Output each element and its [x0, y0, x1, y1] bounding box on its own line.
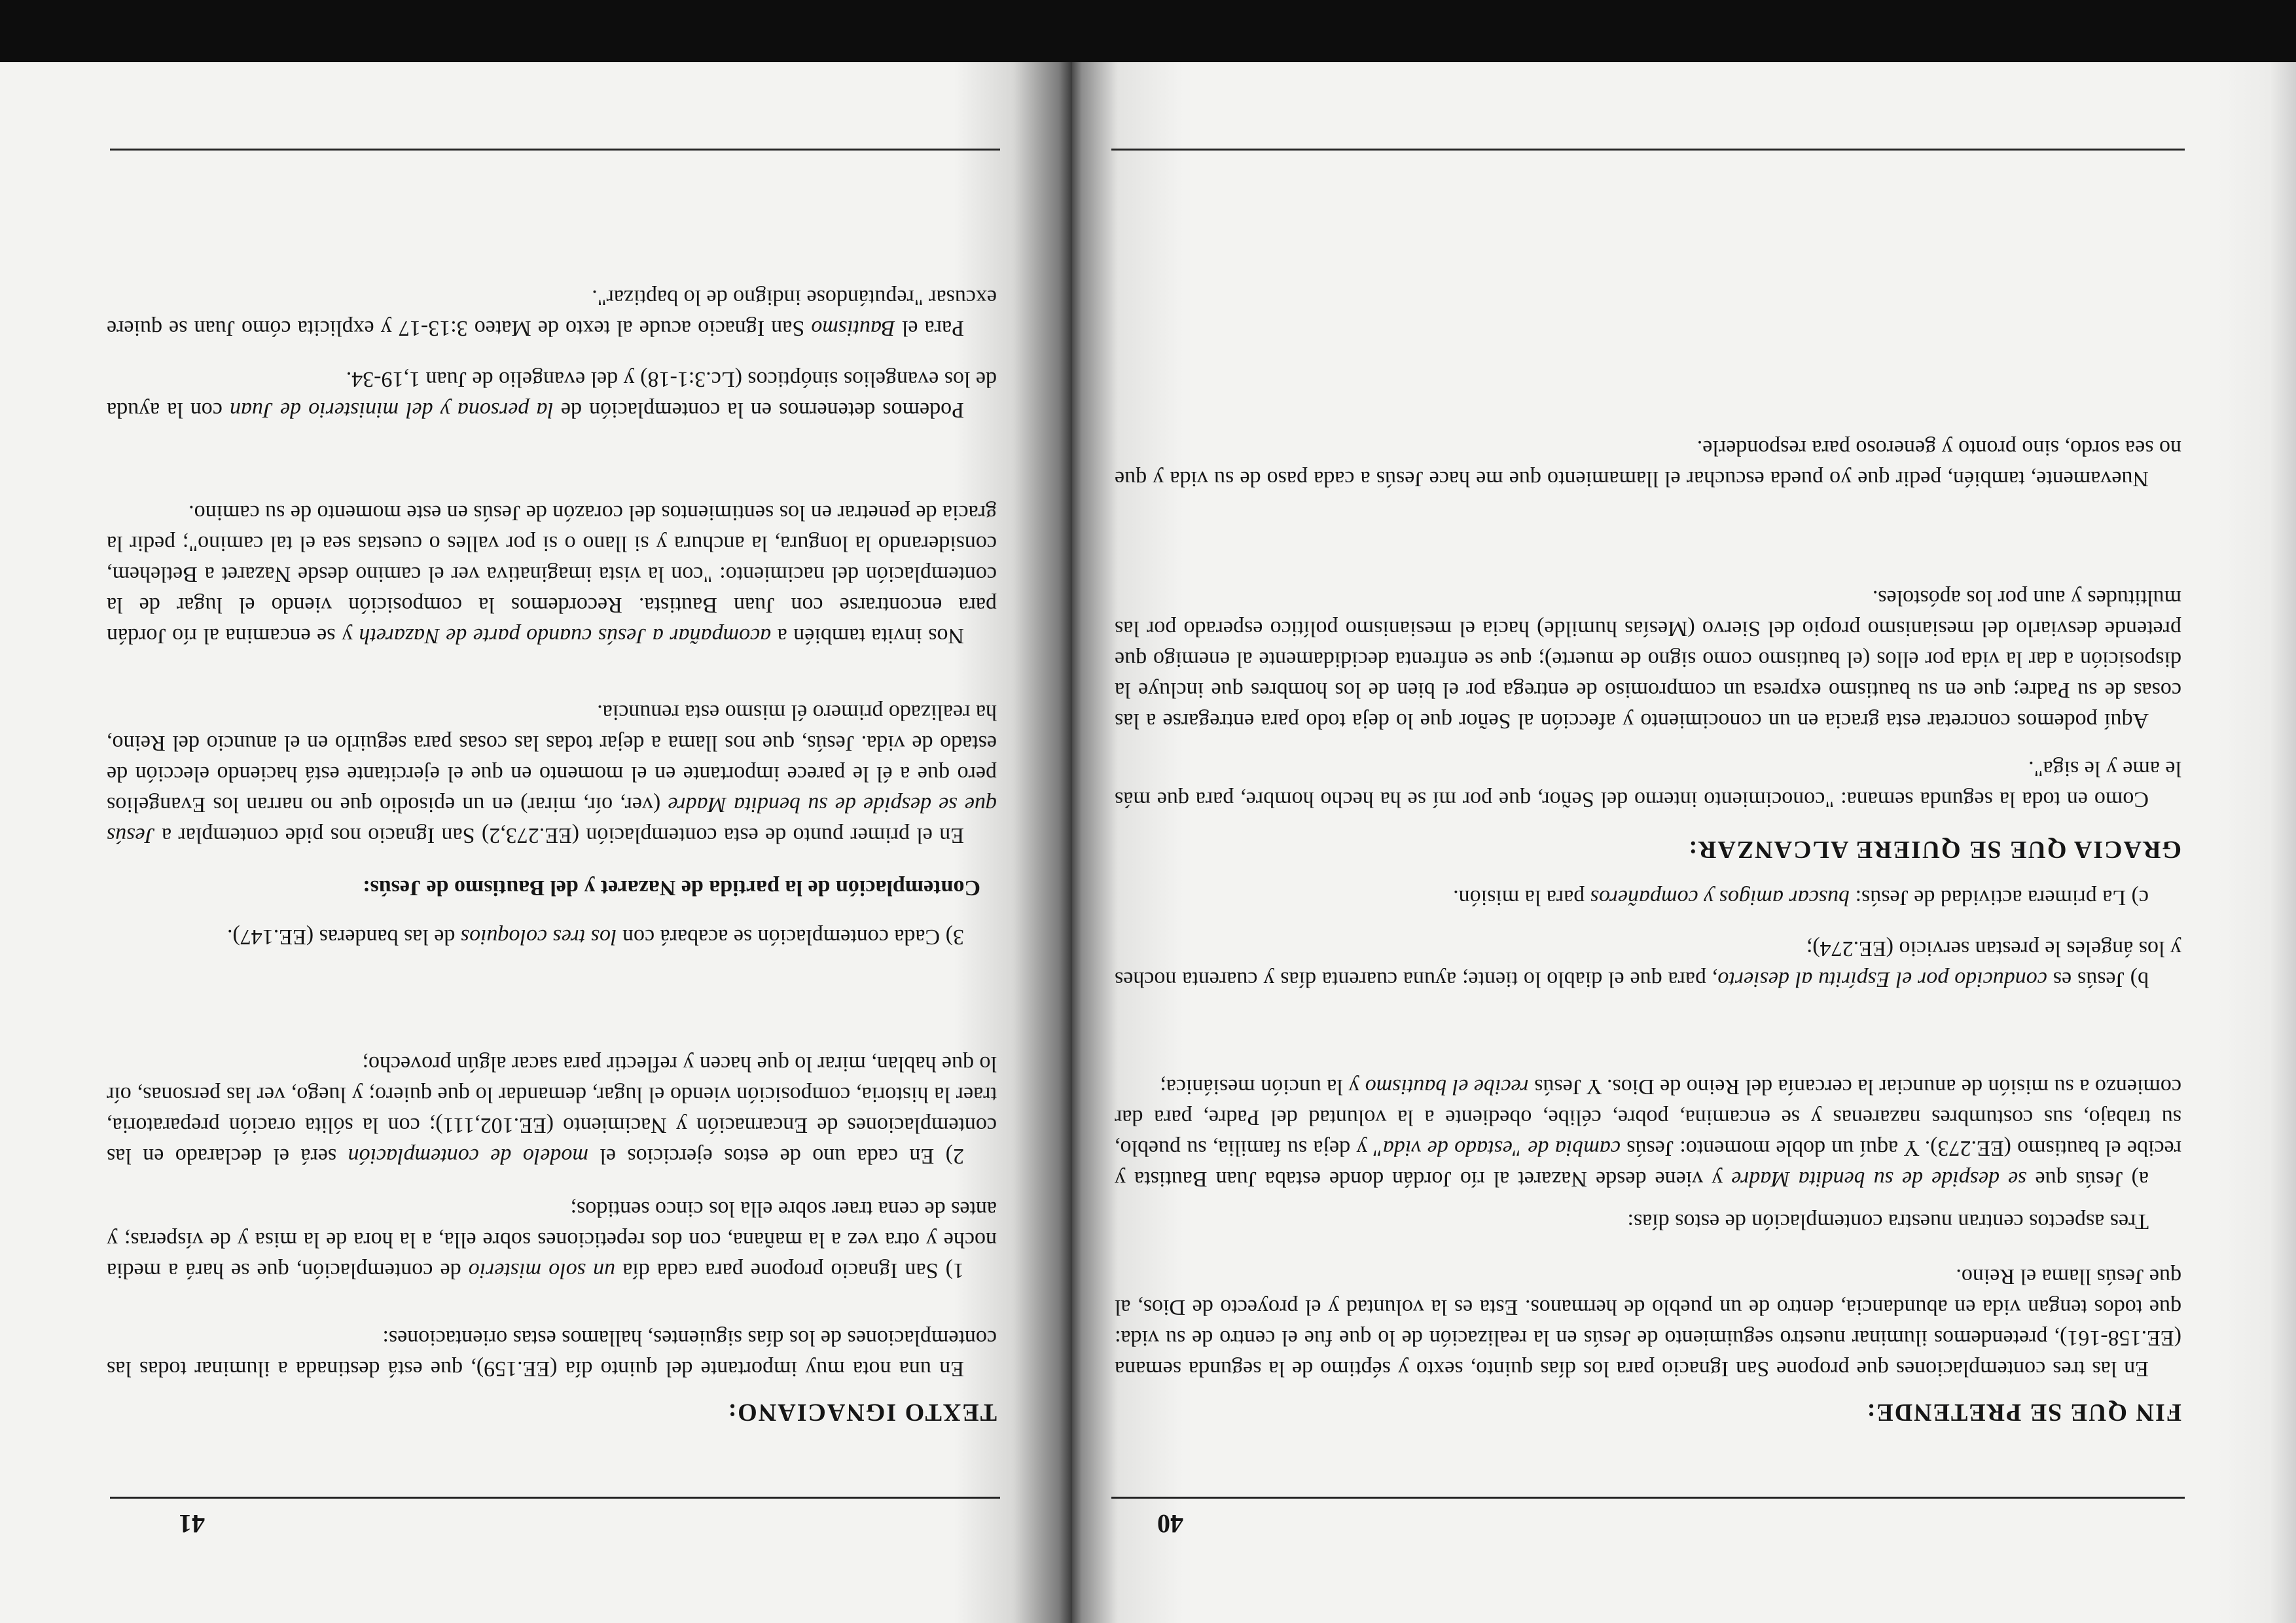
page-41: [0, 62, 1072, 1623]
top-rule: [1111, 1497, 2185, 1499]
page-40: [1072, 62, 2296, 1623]
scanner-background: [0, 0, 2296, 62]
list-item-c: c) La primera actividad de Jesús: buscar amigos y compañeros para la misión.: [1453, 885, 2149, 910]
top-rule: [110, 1497, 1000, 1499]
paragraph: Podemos detenernos en la contemplación de la persona y del ministerio de Juan con la ayuda de los evangelios sinópticos (Lc.3:1-18) y del evangelio de Juan 1,19-34.: [106, 367, 997, 422]
paragraph: En el primer punto de esta contemplación (EE.273,2) San Ignacio nos pide contemplar a Jesús que se despide de su bendita Madre (ver, oír, mirar) en un episodio que no narran los Evangelios pero que a él le parece importante en el momento en que el ejercitante está haciendo elección de estado de vida. Jesús, que nos llama a dejar todas las cosas para seguirlo en el anuncio del Reino, ha realizado primero él mismo esta renuncia.: [107, 700, 997, 847]
section-heading-gracia: GRACIA QUE SE QUIERE ALCANZAR:: [1687, 836, 2181, 863]
paragraph: Nos invita también a acompañar a Jesús cuando parte de Nazareth y se encamina al río Jordán para encontrarse con Juan Bautista. Recordemos la composición viendo el lugar de la contemplación del nacimiento: "con la vista imaginativa ver el camino desde Nazaret a Betlehem, considerando la longura, la anchura y si llano o si por valles o cuestas sea el tal camino"; pedir la gracia de penetrar en los sentimientos del corazón de Jesús en este momento de su camino.: [107, 501, 997, 648]
page-number: 40: [1157, 1509, 1183, 1539]
paragraph: Tres aspectos centran nuestra contemplación de estos días:: [1627, 1209, 2149, 1234]
bottom-rule: [1111, 149, 2185, 151]
page-number: 41: [179, 1509, 205, 1539]
list-item-1: 1) San Ignacio propone para cada día un solo misterio de contemplación, que se hará a media noche y otra vez a la mañana, con dos repeticiones sobre ella, a la hora de la misa y de vísperas; y antes de cena traer sobre ella los cinco sentidos;: [106, 1197, 997, 1283]
subheading-contemplacion: Contemplación de la partida de Nazaret y del Bautismo de Jesús:: [363, 876, 980, 900]
list-item-3: 3) Cada contemplación se acabará con los tres coloquios de las banderas (EE.147).: [226, 925, 964, 949]
list-item-a: a) Jesús que se despide de su bendita Madre y viene desde Nazaret al río Jordán donde estaba Juan Bautista y recibe el bautismo (EE.273). Y aquí un doble momento: Jesús cambia de "estado de vida" y deja su familia, su pueblo, su trabajo, sus costumbres nazarenas y se encamina, pobre, célibe, obediente a la voluntad del Padre, para dar comienzo a su misión de anunciar la cercanía del Reino de Dios. Y Jesús recibe el bautismo y la unción mesiánica;: [1114, 1075, 2181, 1191]
bottom-rule: [110, 149, 1000, 151]
list-item-b: b) Jesús es conducido por el Espíritu al desierto, para que el diablo lo tiente; ayuna cuarenta días y cuarenta noches y los ángeles le prestan servicio (EE.274);: [1114, 936, 2181, 991]
paragraph: En una nota muy importante del quinto día (EE.159), que está destinada a iluminar todas las contemplaciones de los días siguientes, hallamos estas orientaciones:: [107, 1326, 997, 1381]
paragraph: Como en toda la segunda semana: "conocimiento interno del Señor, que por mí se ha hecho hombre, para que más le ame y le siga".: [1115, 757, 2181, 812]
section-heading-fin: FIN QUE SE PRETENDE:: [1865, 1399, 2181, 1426]
paragraph: Para el Bautismo San Ignacio acude al texto de Mateo 3:13-17 y explicita cómo Juan se quiere excusar "reputándose indigno de lo baptizar".: [106, 285, 997, 340]
section-heading-texto: TEXTO IGNACIANO:: [726, 1399, 997, 1426]
paragraph: En las tres contemplaciones que propone San Ignacio para los días quinto, sexto y séptimo de la segunda semana (EE.158-161), pretendemos iluminar nuestro seguimiento de Jesús en la realización de lo que fue el centro de su vida: que todos tengan vida en abundancia, dentro de un pueblo de hermanos. Esta es la voluntad y el proyecto de Dios, al que Jesús llama el Reino.: [1115, 1264, 2181, 1381]
paragraph: Aquí podemos concretar esta gracia en un conocimiento y afección al Señor que lo deja todo para entregarse a las cosas de su Padre; que en su bautismo expresa un compromiso de entrega por el bien de los hombres que incluye la disposición a dar la vida por ellos (el bautismo como signo de muerte); que se enfrenta decididamente al enemigo que pretende desviarlo del mesianismo propio del Siervo (Mesías humilde) hacia el mesianismo político esperado por las multitudes y aun por los apóstoles.: [1115, 586, 2181, 733]
paragraph: Nuevamente, también, pedir que yo pueda escuchar el llamamiento que me hace Jesús a cada paso de su vida y que no sea sordo, sino pronto y generoso para responderle.: [1115, 436, 2181, 491]
list-item-2: 2) En cada uno de estos ejercicios el modelo de contemplación será el declarado en las contemplaciones de Encarnación y Nacimiento (EE.102,111); con la sólita oración preparatoria, traer la historia, composición viendo el lugar, demandar lo que quiero; y luego, ver las personas, oír lo que hablan, mirar lo que hacen y reflectir para sacar algún provecho;: [107, 1052, 997, 1168]
